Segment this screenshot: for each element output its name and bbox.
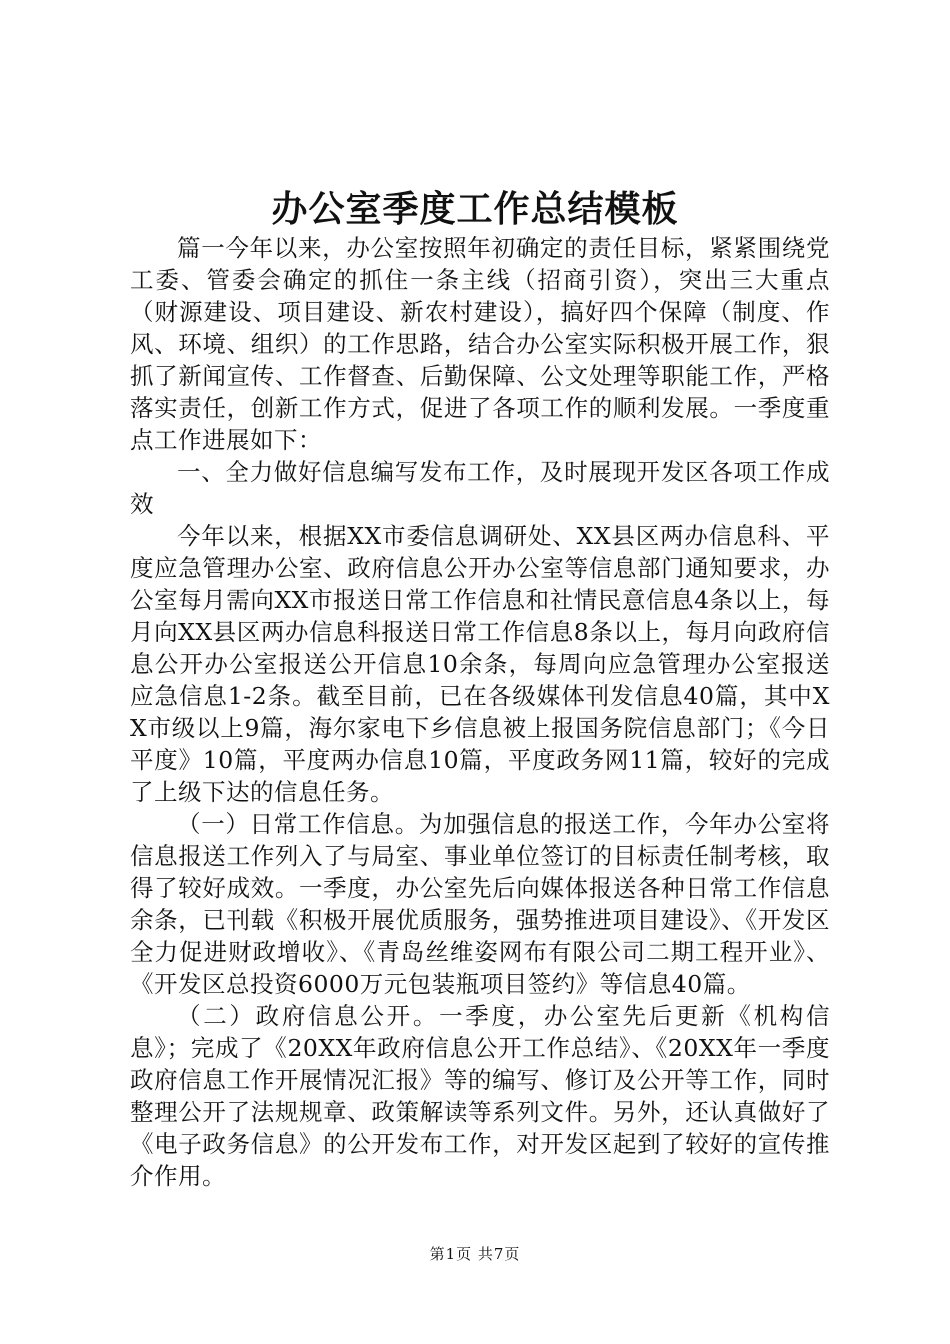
section-paragraph-1: 今年以来，根据XX市委信息调研处、XX县区两办信息科、平度应急管理办公室、政府信息公开办公室等信息部门通知要求，办公室每月需向XX市报送日常工作信息和社情民意信息4条以上，每月向XX县区两办信息科报送日常工作信息8条以上，每月向政府信息公开办公室报送公开信息10余条，每周向应急管理办公室报送应急信息1-2条。截至目前，已在各级媒体刊发信息40篇，其中XX市级以上9篇，海尔家电下乡信息被上报国务院信息部门；《今日平度》10篇，平度两办信息10篇，平度政务网11篇，较好的完成了上级下达的信息任务。: [130, 522, 830, 806]
document-body: [130, 232, 830, 1192]
subsection-paragraph-1: （一）日常工作信息。为加强信息的报送工作，今年办公室将信息报送工作列入了与局室、事业单位签订的目标责任制考核，取得了较好成效。一季度，办公室先后向媒体报送各种日常工作信息余条，已刊载《积极开展优质服务，强势推进项目建设》、《开发区全力促进财政增收》、《青岛丝维姿网布有限公司二期工程开业》、《开发区总投资6000万元包装瓶项目签约》等信息40篇。: [130, 810, 830, 998]
section-heading-1: 一、全力做好信息编写发布工作，及时展现开发区各项工作成效: [130, 458, 830, 518]
subsection-paragraph-2: （二）政府信息公开。一季度，办公室先后更新《机构信息》；完成了《20XX年政府信息公开工作总结》、《20XX年一季度政府信息工作开展情况汇报》等的编写、修订及公开等工作，同时整理公开了法规规章、政策解读等系列文件。另外，还认真做好了《电子政务信息》的公开发布工作，对开发区起到了较好的宣传推介作用。: [130, 1002, 830, 1190]
page-number-footer: 第1页 共7页: [429, 1245, 521, 1263]
intro-paragraph: 篇一今年以来，办公室按照年初确定的责任目标，紧紧围绕党工委、管委会确定的抓住一条主线（招商引资），突出三大重点（财源建设、项目建设、新农村建设），搞好四个保障（制度、作风、环境、组织）的工作思路，结合办公室实际积极开展工作，狠抓了新闻宣传、工作督查、后勤保障、公文处理等职能工作，严格落实责任，创新工作方式，促进了各项工作的顺利发展。一季度重点工作进展如下：: [130, 234, 830, 454]
document-title: 办公室季度工作总结模板: [271, 188, 679, 230]
